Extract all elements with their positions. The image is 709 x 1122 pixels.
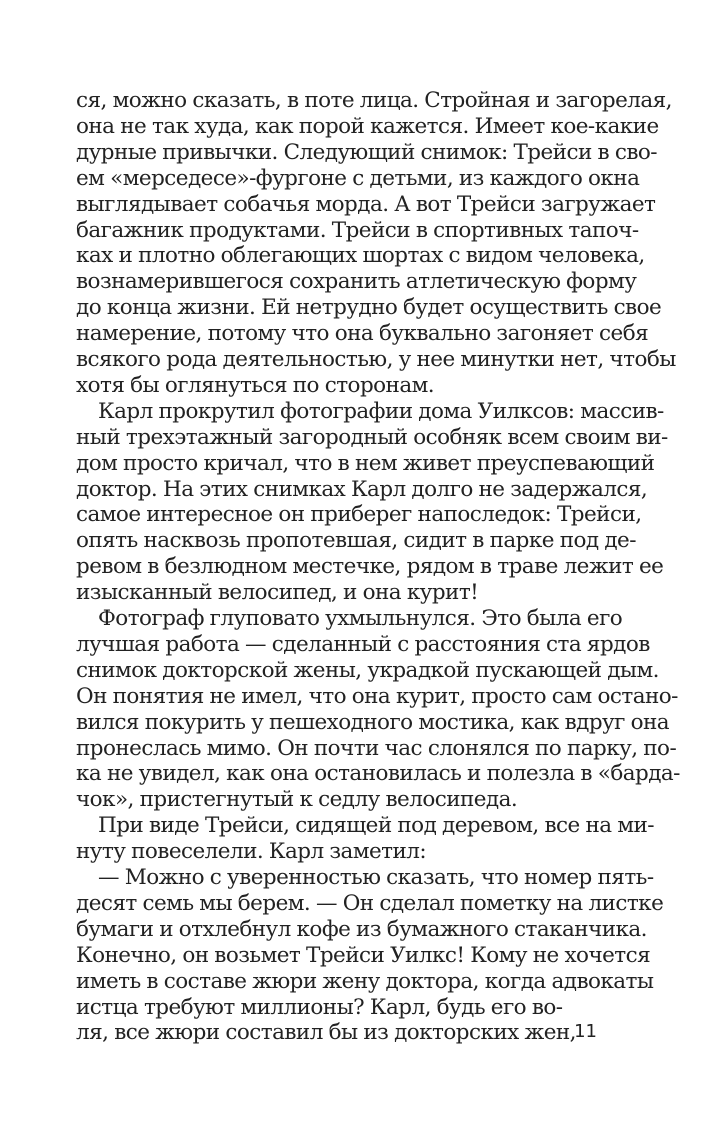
paragraph-end-line: изысканный велосипед, и она курит!: [76, 580, 479, 606]
text-line: бумаги и отхлебнул кофе из бумажного стаканчика.: [76, 916, 647, 942]
page-number: 11: [574, 1021, 597, 1043]
text-line: ках и плотно облегающих шортах с видом человека,: [76, 243, 645, 269]
text-line: ка не увидел, как она остановилась и полезла в «барда-: [76, 761, 680, 787]
text-line: намерение, потому что она буквально загоняет себя: [76, 321, 649, 347]
text-line: доктор. На этих снимках Карл долго не задержался,: [76, 476, 648, 502]
paragraph-start-line: При виде Трейси, сидящей под деревом, все на ми-: [98, 813, 654, 839]
text-line: дом просто кричал, что в нем живет преуспевающий: [76, 450, 655, 476]
text-line: всякого рода деятельностью, у нее минутки нет, чтобы: [76, 347, 676, 372]
text-line: пронеслась мимо. Он почти час слонялся по парку, по-: [76, 735, 677, 761]
text-line: ля, все жюри составил бы из докторских жен,: [76, 1020, 576, 1046]
paragraph-end-line: чок», пристегнутый к седлу велосипеда.: [76, 787, 518, 813]
text-line: лучшая работа — сделанный с расстояния ста ярдов: [76, 631, 650, 657]
text-line: ся, можно сказать, в поте лица. Стройная и загорелая,: [76, 88, 672, 113]
text-line: Конечно, он возьмет Трейси Уилкс! Кому не хочется: [76, 942, 651, 968]
text-line: багажник продуктами. Трейси в спортивных тапоч-: [76, 217, 639, 243]
text-line: до конца жизни. Ей нетрудно будет осуществить свое: [76, 295, 662, 321]
paragraph-end-line: хотя бы оглянуться по сторонам.: [76, 372, 435, 398]
paragraph-end-line: нуту повеселели. Карл заметил:: [76, 839, 427, 865]
text-line: выглядывает собачья морда. А вот Трейси загружает: [76, 191, 656, 217]
dialogue-start-line: — Можно с уверенностью сказать, что номер пять-: [98, 865, 654, 890]
paragraph-start-line: Фотограф глуповато ухмыльнулся. Это была его: [98, 606, 623, 631]
paragraph-start-line: Карл прокрутил фотографии дома Уилксов: массив-: [98, 398, 664, 424]
text-line: ревом в безлюдном местечке, рядом в траве лежит ее: [76, 554, 664, 580]
text-line: снимок докторской жены, украдкой пускающей дым.: [76, 657, 659, 683]
text-line: ный трехэтажный загородный особняк всем своим ви-: [76, 424, 668, 450]
text-line: иметь в составе жюри жену доктора, когда адвокаты: [76, 968, 654, 994]
text-line: истца требуют миллионы? Карл, будь его во-: [76, 994, 563, 1020]
text-line: дурные привычки. Следующий снимок: Трейси в сво-: [76, 139, 657, 165]
text-line: десят семь мы берем. — Он сделал пометку на листке: [76, 890, 664, 916]
text-line: она не так худа, как порой кажется. Имеет кое-какие: [76, 113, 659, 139]
text-line: Он понятия не имел, что она курит, просто сам остано-: [76, 683, 678, 709]
text-line: вился покурить у пешеходного мостика, как вдруг она: [76, 709, 670, 735]
text-line: опять насквозь пропотевшая, сидит в парке под де-: [76, 528, 636, 554]
text-line: самое интересное он приберег напоследок: Трейси,: [76, 502, 642, 528]
text-line: вознамерившегося сохранить атлетическую форму: [76, 269, 637, 295]
text-line: ем «мерседесе»-фургоне с детьми, из каждого окна: [76, 165, 640, 191]
